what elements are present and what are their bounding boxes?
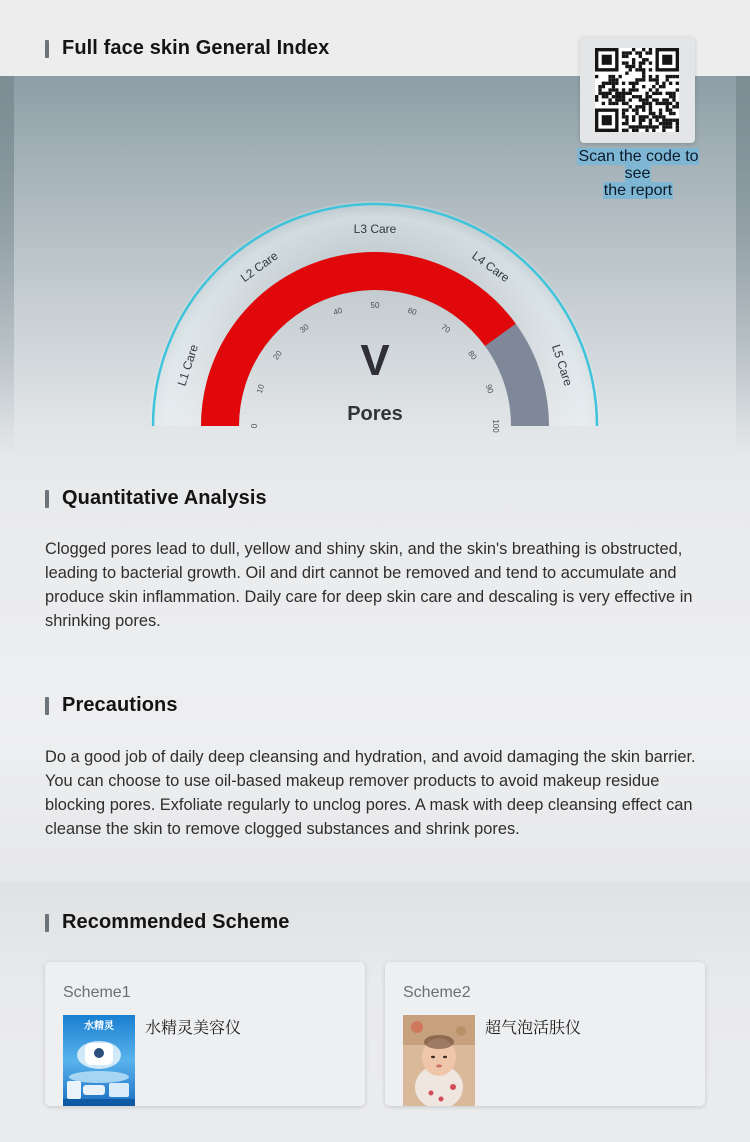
qr-caption-line2: the report: [603, 182, 673, 199]
section-marker: [45, 914, 49, 932]
text-line: shrinking pores.: [45, 612, 161, 630]
scheme-card-2[interactable]: [385, 962, 705, 1106]
gauge-tick-label: 10: [254, 383, 267, 395]
care-level-label: L3 Care: [353, 222, 397, 237]
gauge-tick-label: 80: [466, 348, 479, 362]
gauge-tick-label: 40: [332, 305, 344, 318]
scheme-label: Scheme2: [403, 984, 471, 1001]
text-line: blocking pores. Exfoliate regularly to unclog pores. A mask with deep cleansing effect can: [45, 796, 693, 814]
care-level-label: L1 Care: [174, 342, 202, 388]
product-image-1[interactable]: [63, 1015, 135, 1106]
gauge-tick-label: 100: [490, 419, 500, 433]
gauge-tick-label: 0: [250, 423, 260, 429]
grade-label: V: [360, 336, 390, 385]
recommended-title: Recommended Scheme: [62, 911, 290, 933]
text-line: produce skin inflammation. Daily care for deep skin care and descaling is very effective in: [45, 588, 693, 606]
metric-label: Pores: [347, 403, 403, 425]
gauge-tick-label: 50: [370, 301, 380, 311]
text-line: cleanse the skin to remove clogged substances and shrink pores.: [45, 820, 520, 838]
precautions-title: Precautions: [62, 694, 178, 716]
gauge-tick-label: 70: [439, 322, 453, 335]
scheme-card-1[interactable]: [45, 962, 365, 1106]
quantitative-text: [45, 537, 710, 633]
page-title: Full face skin General Index: [62, 37, 330, 59]
care-level-label: L5 Care: [548, 342, 576, 388]
quantitative-header: [45, 487, 267, 510]
text-line: Do a good job of daily deep cleansing and hydration, and avoid damaging the skin barrier.: [45, 748, 696, 766]
product-image-2[interactable]: [403, 1015, 475, 1106]
gauge-tick-label: 30: [297, 322, 311, 335]
product-1-brand-text: 水精灵: [84, 1021, 114, 1032]
quantitative-title: Quantitative Analysis: [62, 487, 267, 509]
section-marker: [45, 490, 49, 508]
precautions-header: [45, 694, 178, 717]
text-line: leading to bacterial growth. Oil and dirt cannot be removed and tend to accumulate and: [45, 564, 677, 582]
gauge-tick-label: 60: [406, 305, 418, 318]
qr-caption-line1: Scan the code to see: [578, 148, 699, 182]
scheme-product-name: 超气泡活肤仪: [485, 1020, 582, 1037]
text-line: You can choose to use oil-based makeup remover products to avoid makeup residue: [45, 772, 660, 790]
page-header: [45, 37, 329, 60]
care-level-label: L2 Care: [237, 248, 281, 285]
gauge-tick-label: 90: [483, 383, 496, 395]
care-level-label: L4 Care: [469, 248, 513, 285]
precautions-text: [45, 745, 710, 841]
gauge-tick-label: 20: [271, 348, 284, 362]
recommended-header: [45, 911, 289, 934]
text-line: Clogged pores lead to dull, yellow and shiny skin, and the skin's breathing is obstructed,: [45, 540, 683, 558]
scheme-product-name: 水精灵美容仪: [145, 1020, 242, 1037]
section-marker: [45, 40, 49, 58]
section-marker: [45, 697, 49, 715]
scheme-label: Scheme1: [63, 984, 131, 1001]
